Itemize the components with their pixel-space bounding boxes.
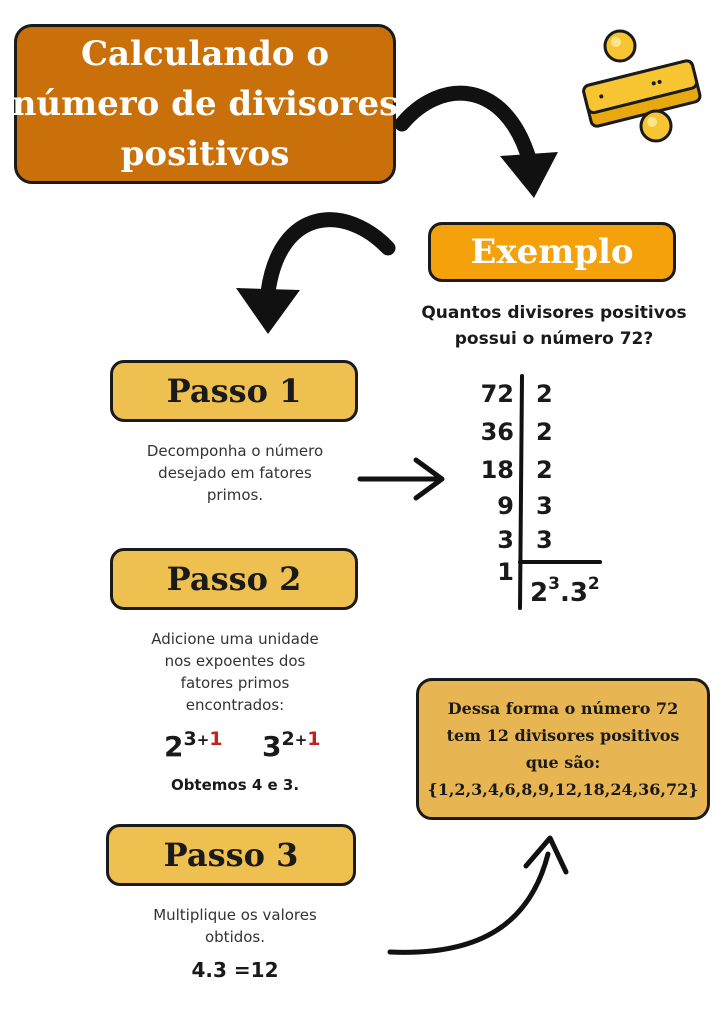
dividend-72: 72 [480,380,514,408]
curved-arrow-icon [396,80,566,210]
dividend-1: 1 [497,558,514,586]
title-box [11,24,399,184]
step2-line-4: encontrados: [185,696,285,714]
step3-line-2: obtidos. [204,928,266,946]
expr2-base: 3 [262,730,282,763]
curved-arrow-icon [380,824,580,964]
example-question [404,300,704,352]
expr2-exp: 2 [281,728,295,750]
question-line-1: Quantos divisores positivos [421,303,687,323]
result-exp-2: 2 [587,574,600,594]
step1-label: Passo 1 [166,372,302,410]
divisor-2: 2 [536,418,553,446]
step2-label: Passo 2 [166,560,302,598]
exemplo-badge [428,222,676,282]
expr1-plus: + [196,731,210,749]
result-box [416,678,710,820]
step1-line-2: desejado em fatores [158,464,312,482]
division-icon [572,14,712,144]
question-line-2: possui o número 72? [454,329,654,349]
divisor-2: 2 [536,456,553,484]
step3-formula: 4.3 =12 [191,958,279,982]
curved-arrow-icon [228,210,398,340]
result-exp-3: 3 [548,574,560,594]
result-line-3: que são: [525,753,601,772]
divisor-3: 3 [536,526,553,554]
step2-line-3: fatores primos [180,674,290,692]
result-divisors-set: {1,2,3,4,6,8,9,12,18,24,36,72} [427,780,699,799]
right-arrow-icon [356,456,448,502]
step3-label: Passo 3 [163,836,299,874]
step2-expression-1 [164,728,223,763]
result-base-2: 2 [530,578,549,608]
result-base-3: 3 [569,578,588,608]
step2-badge [110,548,358,610]
dividend-3: 3 [497,526,514,554]
divisor-2: 2 [536,380,553,408]
exemplo-label: Exemplo [470,232,634,272]
step3-description [110,904,360,948]
expr1-exp: 3 [183,728,197,750]
step2-expression-2 [262,728,321,763]
factorization-result [530,574,600,608]
expr1-add: 1 [209,728,223,750]
title-line-1: Calculando o [80,34,330,74]
step3-line-1: Multiplique os valores [153,906,317,924]
result-dot: . [559,578,570,608]
result-line-1: Dessa forma o número 72 [447,699,679,718]
dividend-9: 9 [497,492,514,520]
step2-line-2: nos expoentes dos [164,652,306,670]
step2-line-1: Adicione uma unidade [151,630,319,648]
title-line-3: positivos [120,134,290,174]
result-line-2: tem 12 divisores positivos [446,726,680,745]
dividend-36: 36 [480,418,514,446]
title-line-2: número de divisores [11,84,399,124]
step1-line-3: primos. [206,486,264,504]
expr2-plus: + [294,731,308,749]
divisor-3: 3 [536,492,553,520]
step1-badge [110,360,358,422]
dividend-18: 18 [480,456,514,484]
step1-line-1: Decomponha o número [146,442,324,460]
expr2-add: 1 [307,728,321,750]
step1-description [110,440,360,506]
step2-conclusion: Obtemos 4 e 3. [170,776,300,794]
step2-description [110,628,360,716]
expr1-base: 2 [164,730,184,763]
step3-badge [106,824,356,886]
